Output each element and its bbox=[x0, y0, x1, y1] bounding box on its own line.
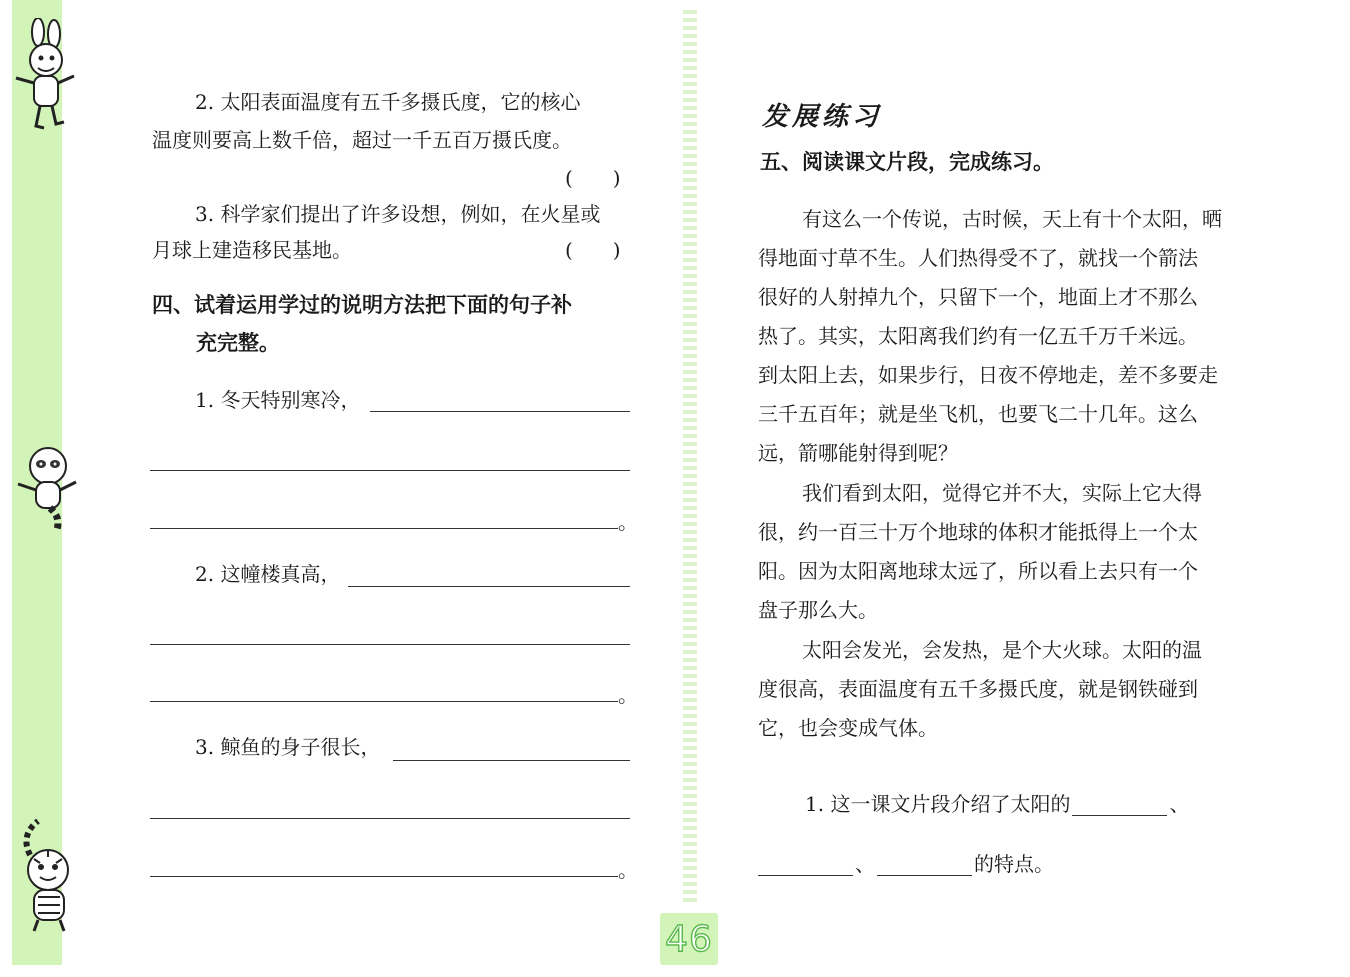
tiger-icon bbox=[10, 815, 85, 935]
raccoon-icon bbox=[10, 440, 85, 535]
para1-line: 有这么一个传说，古时候，天上有十个太阳，晒 bbox=[802, 207, 1222, 231]
para3-line: 太阳会发光，会发热，是个大火球。太阳的温 bbox=[802, 638, 1202, 662]
page-number: 46 bbox=[660, 913, 718, 965]
q1-prompt: 1. 冬天特别寒冷， bbox=[195, 388, 361, 412]
q1-answer-line-2[interactable] bbox=[150, 470, 630, 471]
section-title: 发展练习 bbox=[762, 102, 883, 132]
item3-line1: 3. 科学家们提出了许多设想，例如，在火星或 bbox=[195, 202, 601, 226]
exercise1-blank-2[interactable] bbox=[758, 855, 853, 876]
item2-line2: 温度则要高上数千倍，超过一千五百万摄氏度。 bbox=[152, 128, 572, 152]
q2-answer-line-1[interactable] bbox=[348, 586, 630, 587]
q3-answer-line-1[interactable] bbox=[393, 760, 630, 761]
para3-line: 度很高，表面温度有五千多摄氏度，就是钢铁碰到 bbox=[758, 677, 1198, 701]
q1-answer-line-3[interactable] bbox=[150, 528, 618, 529]
q2-prompt: 2. 这幢楼真高， bbox=[195, 562, 341, 586]
q3-prompt: 3. 鲸鱼的身子很长， bbox=[195, 735, 381, 759]
q1-period: 。 bbox=[618, 510, 638, 534]
para2-line: 我们看到太阳，觉得它并不大，实际上它大得 bbox=[802, 481, 1202, 505]
q3-period: 。 bbox=[618, 858, 638, 882]
para1-line: 三千五百年；就是坐飞机，也要飞二十几年。这么 bbox=[758, 402, 1198, 426]
section4-heading-line1: 四、试着运用学过的说明方法把下面的句子补 bbox=[152, 293, 572, 317]
section5-heading: 五、阅读课文片段，完成练习。 bbox=[760, 150, 1054, 174]
exercise1-suffix: 的特点。 bbox=[974, 852, 1054, 876]
exercise1-line2 bbox=[756, 852, 1054, 876]
q3-answer-line-3[interactable] bbox=[150, 876, 618, 877]
item2-answer-paren[interactable]: ( ) bbox=[565, 166, 621, 190]
exercise1-prompt: 1. 这一课文片段介绍了太阳的 bbox=[805, 792, 1071, 816]
exercise1-separator: 、 bbox=[1169, 792, 1190, 816]
para2-line: 阳。因为太阳离地球太远了，所以看上去只有一个 bbox=[758, 559, 1198, 583]
para2-line: 盘子那么大。 bbox=[758, 598, 878, 622]
q2-answer-line-3[interactable] bbox=[150, 701, 618, 702]
exercise1-line1 bbox=[805, 792, 1189, 816]
para1-line: 很好的人射掉九个，只留下一个，地面上才不那么 bbox=[758, 285, 1198, 309]
q2-answer-line-2[interactable] bbox=[150, 644, 630, 645]
q2-period: 。 bbox=[618, 683, 638, 707]
section4-heading-line2: 充完整。 bbox=[196, 331, 280, 355]
exercise1-separator: 、 bbox=[855, 852, 875, 876]
page-fold-divider bbox=[683, 10, 697, 905]
para1-line: 到太阳上去，如果步行，日夜不停地走，差不多要走 bbox=[758, 363, 1218, 387]
rabbit-icon bbox=[10, 18, 80, 133]
para3-line: 它，也会变成气体。 bbox=[758, 716, 938, 740]
para1-line: 热了。其实，太阳离我们约有一亿五千万千米远。 bbox=[758, 324, 1198, 348]
para1-line: 远，箭哪能射得到呢？ bbox=[758, 441, 958, 465]
item2-line1: 2. 太阳表面温度有五千多摄氏度，它的核心 bbox=[195, 90, 581, 114]
para1-line: 得地面寸草不生。人们热得受不了，就找一个箭法 bbox=[758, 246, 1198, 270]
exercise1-blank-3[interactable] bbox=[877, 855, 972, 876]
item3-line2: 月球上建造移民基地。 bbox=[152, 238, 352, 262]
item3-answer-paren[interactable]: ( ) bbox=[565, 238, 621, 262]
q1-answer-line-1[interactable] bbox=[370, 411, 630, 412]
q3-answer-line-2[interactable] bbox=[150, 818, 630, 819]
exercise1-blank-1[interactable] bbox=[1072, 795, 1167, 816]
para2-line: 很，约一百三十万个地球的体积才能抵得上一个太 bbox=[758, 520, 1198, 544]
